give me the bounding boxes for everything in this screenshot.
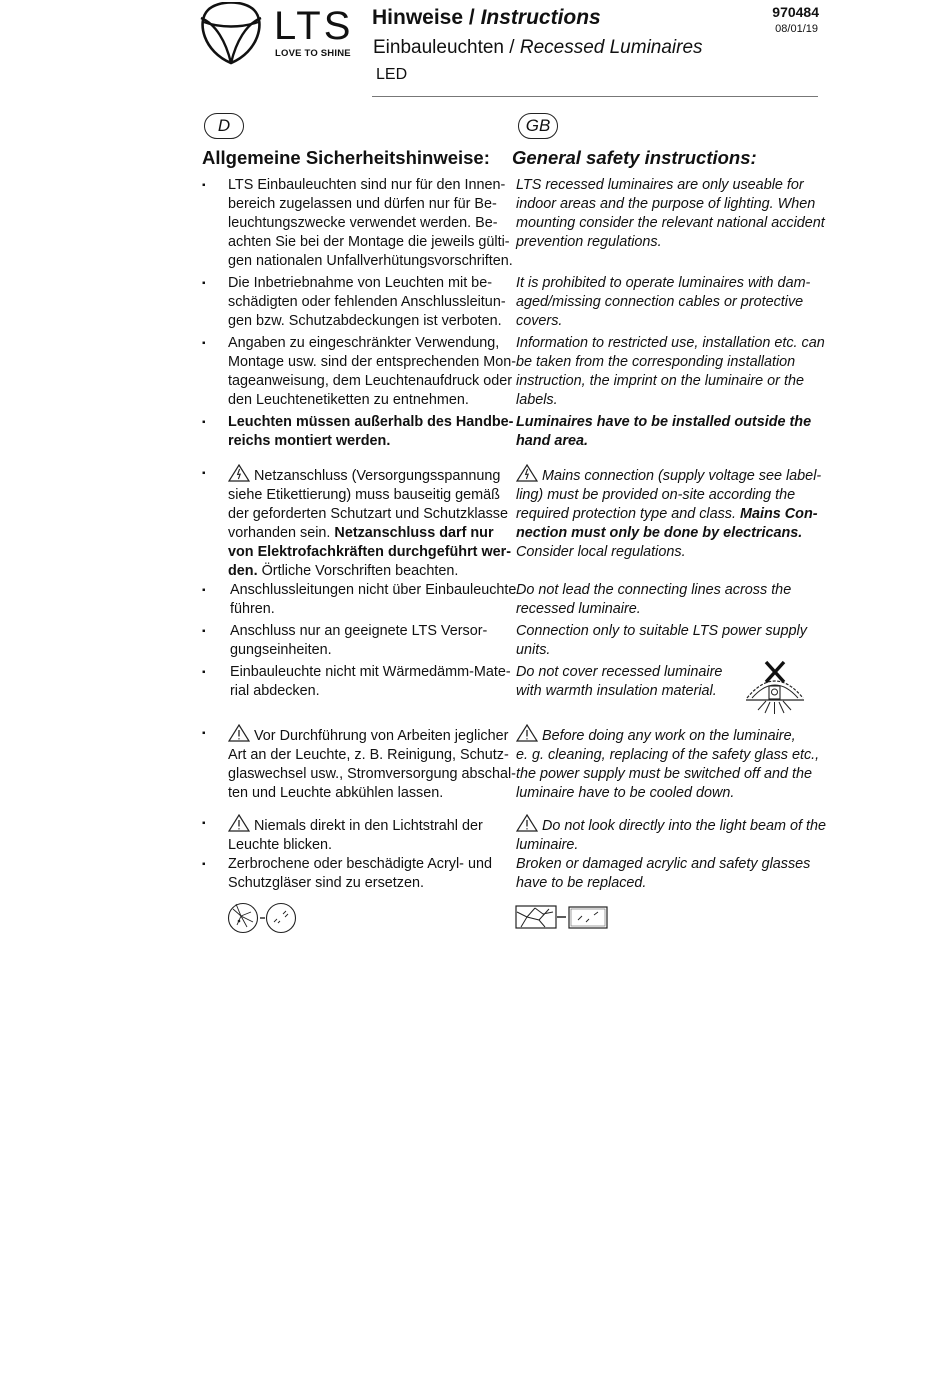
subtitle-de: Einbauleuchten — [373, 37, 504, 58]
document-subtitle — [373, 37, 703, 59]
text-line: Anschluss nur an geeignete LTS Versor- — [230, 623, 488, 639]
text-line: bereich zugelassen und dürfen nur für Be- — [228, 196, 497, 212]
text-line: e. g. cleaning, replacing of the safety glass etc., — [516, 747, 820, 763]
bullet: ▪ — [202, 585, 206, 596]
bullet: ▪ — [202, 278, 206, 289]
bullet: ▪ — [202, 626, 206, 637]
text-line: ten und Leuchte abkühlen lassen. — [228, 785, 444, 801]
warning-triangle-icon — [516, 724, 538, 742]
text-line: Angaben zu eingeschränkter Verwendung, — [228, 335, 500, 351]
text-line: gen bzw. Schutzabdeckungen ist verboten. — [228, 313, 502, 329]
text-line-bold: Netzanschluss darf nur — [334, 525, 494, 541]
text-line: recessed luminaire. — [516, 601, 641, 617]
text-line: luminaire have to be cooled down. — [516, 785, 735, 801]
text-line: instruction, the imprint on the luminaire or the — [516, 373, 804, 389]
text-line: Consider local regulations. — [516, 544, 686, 560]
text-line: Information to restricted use, installation etc. can — [516, 335, 825, 351]
text-line: gungseinheiten. — [230, 642, 332, 658]
title-de: Hinweise — [372, 6, 464, 29]
text-line: luminaire. — [516, 837, 579, 853]
text-line: be taken from the corresponding installation — [516, 354, 796, 370]
text-line: Mains connection (supply voltage see label- — [542, 468, 822, 484]
text-line: rial abdecken. — [230, 683, 320, 699]
text-line: mounting consider the relevant national accident — [516, 215, 825, 231]
section-heading-de: Allgemeine Sicherheitshinweise: — [202, 147, 490, 168]
text-line: have to be replaced. — [516, 875, 647, 891]
bullet: ▪ — [202, 818, 206, 829]
product-type: LED — [376, 66, 408, 83]
document-title — [372, 6, 601, 30]
text-line: Do not cover recessed luminaire — [516, 664, 723, 680]
lts-logo-icon — [196, 2, 266, 66]
text-line: Niemals direkt in den Lichtstrahl der — [254, 818, 483, 834]
text-line: siehe Etikettierung) muss bauseitig gemäß — [228, 487, 500, 503]
no-insulation-cover-icon — [744, 660, 806, 716]
text-line: Die Inbetriebnahme von Leuchten mit be- — [228, 275, 492, 291]
text-line-bold: Mains Con- — [739, 506, 818, 522]
brand-name: LTS — [274, 4, 354, 48]
text-line-bold: nection must only be done by electricans. — [516, 525, 803, 541]
title-separator: / — [463, 6, 481, 29]
text-line: achten Sie bei der Montage die jeweils gülti- — [228, 234, 510, 250]
lts-logo — [196, 2, 354, 66]
text-line: covers. — [516, 313, 563, 329]
text-line: leuchtungszwecke verwendet werden. Be- — [228, 215, 498, 231]
text-line: units. — [516, 642, 551, 658]
broken-glass-replace-icon — [227, 900, 299, 936]
text-line: Broken or damaged acrylic and safety glasses — [516, 856, 811, 872]
text-line: LTS Einbauleuchten sind nur für den Innen- — [228, 177, 506, 193]
bullet: ▪ — [202, 468, 206, 479]
text-line: the power supply must be switched off and the — [516, 766, 812, 782]
bullet: ▪ — [202, 859, 206, 870]
language-badge-de: D — [204, 113, 244, 139]
text-line: Anschlussleitungen nicht über Einbauleuchte — [230, 582, 517, 598]
brand-tagline: LOVE TO SHINE — [275, 48, 351, 59]
text-line: Netzanschluss (Versorgungsspannung — [254, 468, 501, 484]
text-line: glaswechsel usw., Stromversorgung abschal- — [228, 766, 516, 782]
header-divider — [372, 96, 818, 97]
text-line: Vor Durchführung von Arbeiten jeglicher — [254, 728, 509, 744]
text-line: der geforderten Schutzart und Schutzklasse — [228, 506, 508, 522]
bullet: ▪ — [202, 667, 206, 678]
text-line: Montage usw. sind der entsprechenden Mon- — [228, 354, 516, 370]
text-line: reichs montiert werden. — [228, 433, 391, 449]
text-line-bold: den. — [228, 563, 258, 579]
language-badge-gb: GB — [518, 113, 558, 139]
text-line: Art an der Leuchte, z. B. Reinigung, Schutz- — [228, 747, 509, 763]
text-line: LTS recessed luminaires are only useable for — [516, 177, 804, 193]
text-line: vorhanden sein. — [228, 525, 331, 541]
broken-glass-replace-icon — [515, 904, 609, 930]
title-en: Instructions — [480, 6, 601, 29]
warning-triangle-icon — [228, 814, 250, 832]
text-line: indoor areas and the purpose of lighting. When — [516, 196, 816, 212]
text-line: Do not lead the connecting lines across the — [516, 582, 792, 598]
document-number: 970484 — [772, 4, 819, 20]
warning-triangle-icon — [228, 464, 250, 482]
text-line: ling) must be provided on-site according the — [516, 487, 796, 503]
text-line: with warmth insulation material. — [516, 683, 717, 699]
text-line: It is prohibited to operate luminaires with dam- — [516, 275, 811, 291]
bullet: ▪ — [202, 338, 206, 349]
text-line: prevention regulations. — [516, 234, 662, 250]
bullet: ▪ — [202, 728, 206, 739]
warning-triangle-icon — [516, 814, 538, 832]
warning-triangle-icon — [228, 724, 250, 742]
text-line: Before doing any work on the luminaire, — [542, 728, 796, 744]
text-line: Zerbrochene oder beschädigte Acryl- und — [228, 856, 492, 872]
text-line: Leuchten müssen außerhalb des Handbe- — [228, 414, 514, 430]
subtitle-en: Recessed Luminaires — [519, 37, 703, 58]
section-heading-gb: General safety instructions: — [512, 147, 757, 168]
text-line: Leuchte blicken. — [228, 837, 333, 853]
text-line: Do not look directly into the light beam of the — [542, 818, 826, 834]
text-line: gen nationalen Unfallverhütungsvorschriften. — [228, 253, 513, 269]
text-line: Schutzgläser sind zu ersetzen. — [228, 875, 424, 891]
bullet: ▪ — [202, 417, 206, 428]
text-line: labels. — [516, 392, 558, 408]
text-line: Örtliche Vorschriften beachten. — [261, 563, 459, 579]
bullet: ▪ — [202, 180, 206, 191]
document-date: 08/01/19 — [775, 23, 818, 35]
text-line: hand area. — [516, 433, 588, 449]
text-line: Einbauleuchte nicht mit Wärmedämm-Mate- — [230, 664, 511, 680]
warning-triangle-icon — [516, 464, 538, 482]
text-line: Luminaires have to be installed outside the — [516, 414, 812, 430]
text-line: schädigten oder fehlenden Anschlussleitun- — [228, 294, 506, 310]
text-line: aged/missing connection cables or protective — [516, 294, 804, 310]
text-line: required protection type and class. — [516, 506, 736, 522]
text-line: Connection only to suitable LTS power supply — [516, 623, 807, 639]
text-line: tageanweisung, dem Leuchtenaufdruck oder — [228, 373, 513, 389]
text-line: den Leuchtenetiketten zu entnehmen. — [228, 392, 469, 408]
text-line-bold: von Elektrofachkräften durchgeführt wer- — [228, 544, 512, 560]
subtitle-separator: / — [504, 37, 520, 58]
text-line: führen. — [230, 601, 275, 617]
